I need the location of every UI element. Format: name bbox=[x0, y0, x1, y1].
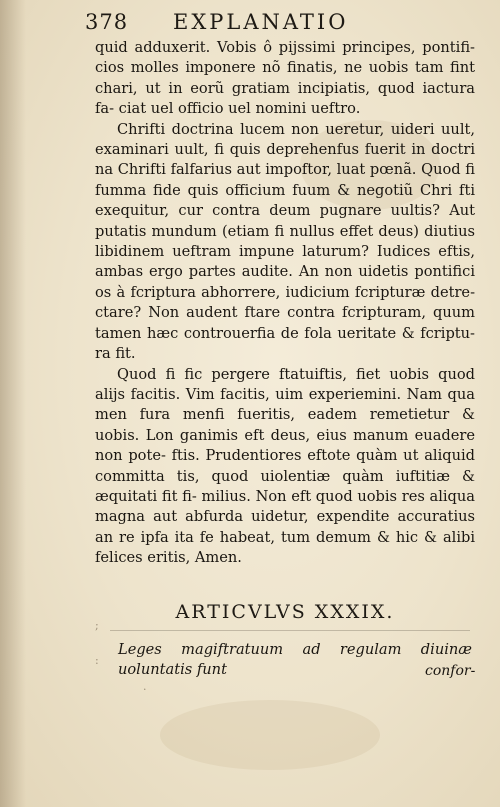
page-number: 378 bbox=[85, 10, 129, 34]
article-thesis: Leges magiftratuum ad regulam diuinæ uoluntatis funt bbox=[118, 641, 472, 678]
paragraph: Chrifti doctrina lucem non ueretur, uideri uult, examinari uult, fi quis deprehenfus fuerit in doctri na Chrifti falfarius aut impoftor, luat pœnã. Quod fi fumma fide quis officium fuum & negotiũ Chri fti exequitur, cur contra deum pugnare uultis? Aut putatis mundum (etiam fi nullus effet deus) diutius libidinem ueftram impune laturum? Iudices eftis, ambas ergo partes audite. An non uidetis pontifici os à fcriptura abhorrere, iudicium fcripturæ detre- ctare? Non audent ftare contra fcripturam, quum tamen hæc controuerfia de fola ueritate & fcriptu- ra fit. bbox=[95, 120, 475, 363]
heading-rule bbox=[110, 630, 470, 631]
margin-mark: ; bbox=[95, 619, 99, 632]
margin-mark: · bbox=[143, 683, 147, 696]
running-title: EXPLANATIO bbox=[173, 10, 349, 34]
body-text bbox=[95, 38, 475, 569]
catchword: confor- bbox=[425, 663, 476, 679]
paragraph: quid adduxerit. Vobis ô pijssimi principes, pontifi- cios molles imponere nõ finatis, ne uobis tam fint chari, ut in eorũ gratiam incipiatis, quod iactura fa- ciat uel officio uel nomini ueftro. bbox=[95, 39, 475, 118]
running-head bbox=[85, 6, 485, 36]
paper-stain bbox=[160, 700, 380, 770]
article-heading: ARTICVLVS XXXIX. bbox=[175, 601, 395, 623]
gutter-shadow bbox=[0, 0, 26, 807]
paragraph: Quod fi fic pergere ftatuiftis, fiet uobis quod alijs facitis. Vim facitis, uim experiemini. Nam qua men fura menfi fueritis, eadem remetietur & uobis. Lon ganimis eft deus, eius manum euadere non pote- ftis. Prudentiores eftote quàm ut aliquid committa tis, quod uiolentiæ quàm iuftitiæ & æquitati fit fi- milius. Non eft quod uobis res aliqua magna aut abfurda uidetur, expendite accuratius an re ipfa ita fe habeat, tum demum & hic & alibi felices eritis, Amen. bbox=[95, 365, 475, 567]
margin-mark: : bbox=[95, 654, 99, 667]
